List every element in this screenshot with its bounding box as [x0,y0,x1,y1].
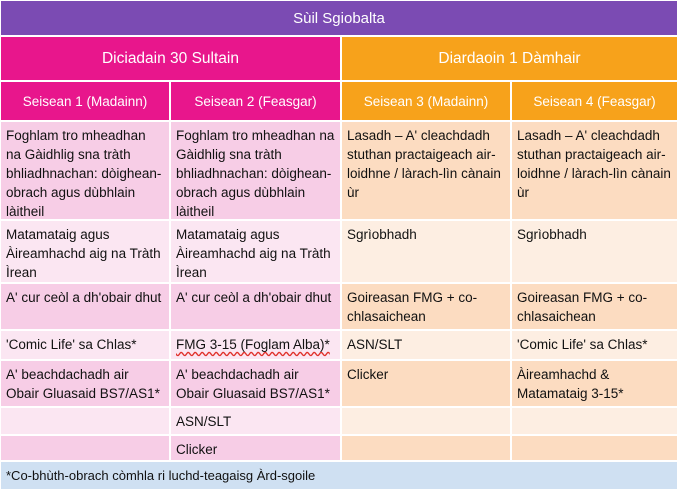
table-cell: ASN/SLT [170,407,341,435]
wavy-text: FMG 3-15 (Foglam Alba)* [176,337,330,352]
table-cell: A' beachdachadh air Obair Gluasaid BS7/AS1* [0,360,170,407]
table-cell: Clicker [170,435,341,461]
table-cell: A' cur ceòl a dh'obair dhut [0,283,170,330]
session-header-1: Seisean 1 (Madainn) [0,81,170,121]
table-cell: Àireamhachd & Matamataig 3-15* [511,360,678,407]
table-cell: Matamataig agus Àireamhachd aig na Tràth Ìrean [170,220,341,283]
table-cell: A' beachdachadh air Obair Gluasaid BS7/AS1* [170,360,341,407]
table-cell [170,330,341,360]
table-cell: Sgrìobhadh [511,220,678,283]
table-cell: Matamataig agus Àireamhachd aig na Tràth Ìrean [0,220,170,283]
table-cell: Foghlam tro mheadhan na Gàidhlig sna tràth bhliadhnachan: dòighean-obrach agus dùbhlain làitheil [0,121,170,220]
table-cell [341,407,511,435]
table-cell [511,435,678,461]
table-cell: ASN/SLT [341,330,511,360]
table-cell: Clicker [341,360,511,407]
table-cell [0,407,170,435]
session-header-3: Seisean 3 (Madainn) [341,81,511,121]
table-cell: Lasadh – A' cleachdadh stuthan practaigeach air-loidhne / làrach-lìn cànain ùr [511,121,678,220]
session-header-4: Seisean 4 (Feasgar) [511,81,678,121]
table-cell: Goireasan FMG + co-chlasaichean [341,283,511,330]
table-cell [341,435,511,461]
table-cell: Goireasan FMG + co-chlasaichean [511,283,678,330]
table-cell: A' cur ceòl a dh'obair dhut [170,283,341,330]
table-title: Sùil Sgiobalta [0,0,678,36]
table-cell [511,407,678,435]
day-header-thursday: Diardaoin 1 Dàmhair [341,36,678,81]
table-cell: Sgrìobhadh [341,220,511,283]
session-header-2: Seisean 2 (Feasgar) [170,81,341,121]
table-cell: Foghlam tro mheadhan na Gàidhlig sna tràth bhliadhnachan: dòighean-obrach agus dùbhlain làitheil [170,121,341,220]
day-header-wednesday: Diciadain 30 Sultain [0,36,341,81]
table-cell: Lasadh – A' cleachdadh stuthan practaigeach air-loidhne / làrach-lìn cànain ùr [341,121,511,220]
table-cell [0,435,170,461]
footnote: *Co-bhùth-obrach còmhla ri luchd-teagaisg Àrd-sgoile [0,461,678,490]
table-cell: 'Comic Life' sa Chlas* [0,330,170,360]
table-cell: 'Comic Life' sa Chlas* [511,330,678,360]
